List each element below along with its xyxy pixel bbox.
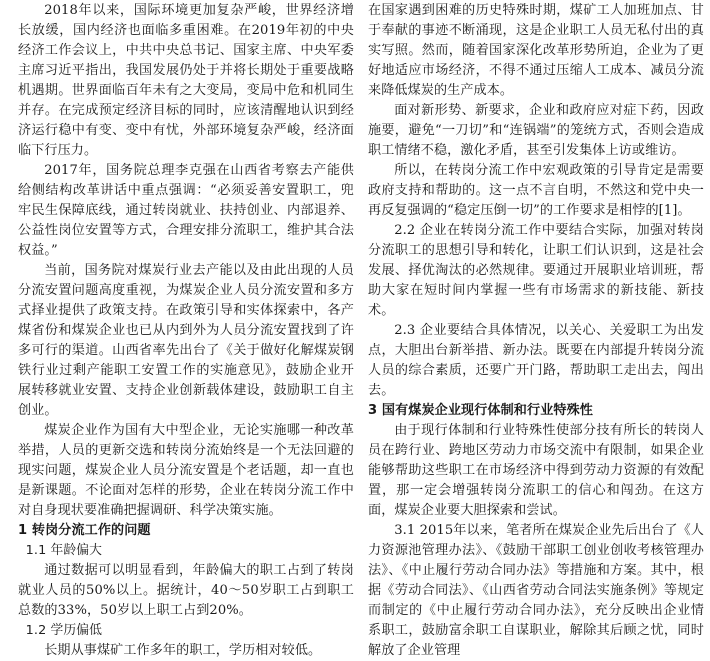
paragraph: 煤炭企业作为国有大中型企业，无论实施哪一种改革举措，人员的更新交选和转岗分流始终是一个无法回避的现实问题，煤炭企业人员分流安置是个老话题，却一直也是新课题。不论面对怎样的形势，企业在转岗分流工作中对自身现状要准确把握调研、科学决策实施。 — [18, 423, 354, 518]
paragraph: 当前，国务院对煤炭行业去产能以及由此出现的人员分流安置问题高度重视，为煤炭企业人员分流安置和多方式择业提供了政策支持。在政策引导和实体探索中，各产煤省份和煤炭企业也已从内到外为人员分流安置找到了许多可行的渠道。山西省率先出台了《关于做好化解煤炭钢铁行业过剩产能职工安置工作的实施意见》，鼓励企业开展转移就业安置、支持企业创新载体建设，鼓励职工自主创业。 — [18, 263, 354, 418]
paragraph: 在国家遇到困难的历史特殊时期，煤矿工人加班加点、甘于奉献的事迹不断涌现，这是企业职工人员无私付出的真实写照。然而，随着国家深化改革形势所迫，企业为了更好地适应市场经济，不得不通过压缩人工成本、减员分流来降低煤炭的生产成本。 — [368, 3, 704, 98]
paragraph: 2.2 企业在转岗分流工作中要结合实际，加强对转岗分流职工的思想引导和转化，让职工们认识到，这是社会发展、择优淘汰的必然规律。要通过开展职业培训班，帮助大家在短时间内掌握一些有市场需求的新技能、新技术。 — [368, 223, 704, 318]
paragraph: 2018年以来，国际环境更加复杂严峻，世界经济增长放缓，国内经济也面临多重困难。在2019年初的中央经济工作会议上，中共中央总书记、国家主席、中央军委主席习近平指出，我国发展仍处于并将长期处于重要战略机遇期。世界面临百年未有之大变局，变局中危和机同生并存。在完成预定经济目标的同时，应该清醒地认识到经济运行稳中有变、变中有忧，外部环境复杂严峻，经济面临下行压力。 — [18, 3, 354, 158]
right-column — [368, 0, 704, 658]
subsection-heading: 1.1 年龄偏大 — [25, 543, 103, 558]
left-column — [18, 0, 354, 658]
paragraph: 3.1 2015年以来，笔者所在煤炭企业先后出台了《人力资源池管理办法》、《鼓励干部职工创业创收考核管理办法》、《中止履行劳动合同办法》等措施和方案。其中，根据《劳动合同法》、《山西省劳动合同法实施条例》等规定而制定的《中止履行劳动合同办法》，充分反映出企业情系职工，鼓励富余职工自谋职业，解除其后顾之忧，同时解放了企业管理 — [368, 523, 704, 658]
subsection-heading: 1.2 学历偏低 — [25, 623, 103, 638]
paragraph: 所以，在转岗分流工作中宏观政策的引导肯定是需要政府支持和帮助的。这一点不言自明，不然这和党中央一再反复强调的“稳定压倒一切”的工作要求是相悖的[1]。 — [368, 163, 704, 218]
paragraph: 2017年，国务院总理李克强在山西省考察去产能供给侧结构改革讲话中重点强调：“必须妥善安置职工，兜牢民生保障底线，通过转岗就业、扶持创业、内部退养、公益性岗位安置等方式，合理安排分流职工，维护其合法权益。” — [18, 163, 354, 258]
paragraph: 面对新形势、新要求，企业和政府应对症下药，因政施要，避免“一刀切”和“连锅端”的笼统方式，否则会造成职工情绪不稳，激化矛盾，甚至引发集体上访或维访。 — [368, 103, 704, 158]
paragraph: 长期从事煤矿工作多年的职工，学历相对较低。 — [44, 643, 322, 658]
section-heading: 1 转岗分流工作的问题 — [18, 523, 151, 538]
section-heading: 3 国有煤炭企业现行体制和行业特殊性 — [368, 403, 593, 418]
paragraph: 由于现行体制和行业特殊性使部分技有所长的转岗人员在跨行业、跨地区劳动力市场交流中有限制，如果企业能够帮助这些职工在市场经济中得到劳动力资源的有效配置，那一定会增强转岗分流职工的信心和闯劲。在这方面，煤炭企业要大胆探索和尝试。 — [368, 423, 704, 518]
paragraph: 通过数据可以明显看到，年龄偏大的职工占到了转岗就业人员的50%以上。据统计，40～50岁职工占到职工总数的33%，50岁以上职工占到20%。 — [18, 563, 354, 618]
paragraph: 2.3 企业要结合具体情况，以关心、关爱职工为出发点，大胆出台新举措、新办法。既要在内部提升转岗分流人员的综合素质，还要广开门路，帮助职工走出去，闯出去。 — [368, 323, 704, 398]
